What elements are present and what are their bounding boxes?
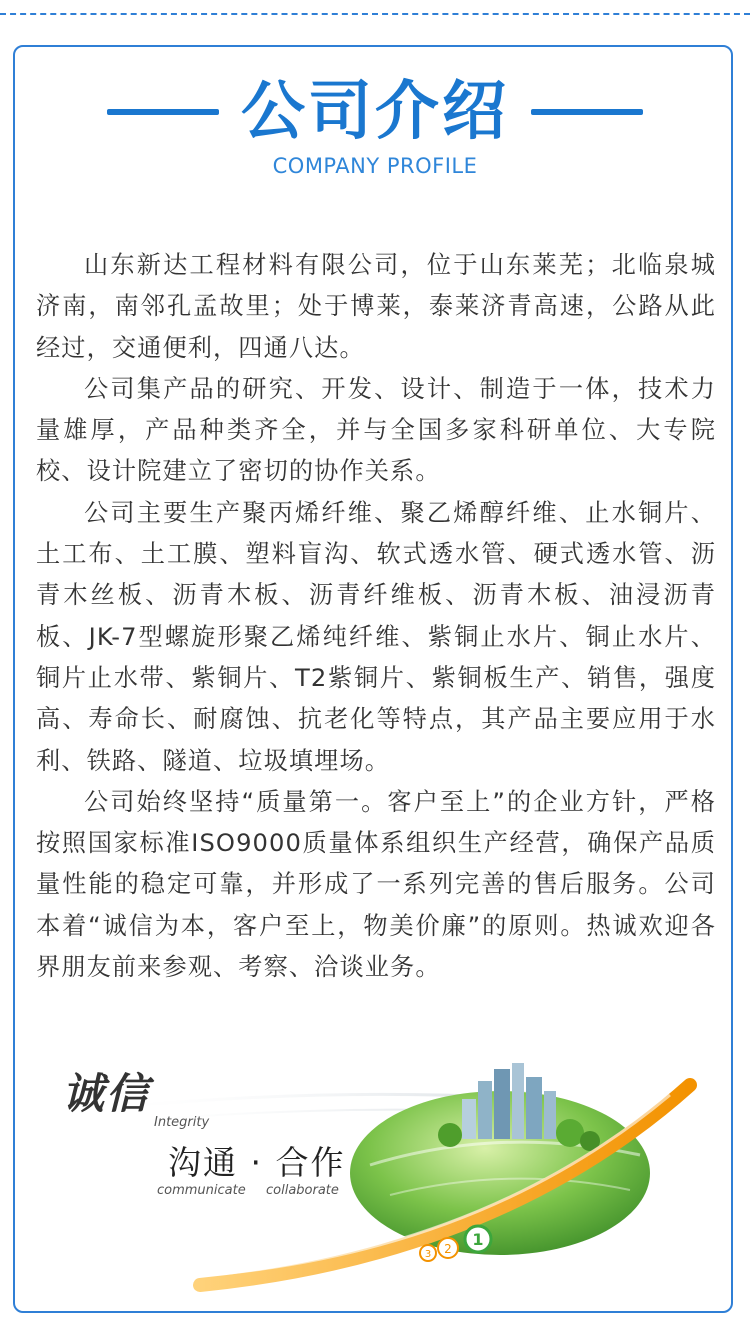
paragraph-rnd: 公司集产品的研究、开发、设计、制造于一体，技术力量雄厚，产品种类齐全，并与全国多家科研单位、大专院校、设计院建立了密切的协作关系。 <box>36 374 716 486</box>
slogan-communicate-collaborate: 沟通 · 合作 <box>168 1143 346 1182</box>
profile-text <box>36 245 716 988</box>
top-dashed-divider <box>0 13 750 15</box>
title-left-rule <box>107 109 219 115</box>
step-2-label: 2 <box>444 1242 452 1256</box>
title-row <box>0 72 750 152</box>
paragraph-location: 山东新达工程材料有限公司，位于山东莱芜；北临泉城济南，南邻孔孟故里；处于博莱，泰莱济青高速，公路从此经过，交通便利，四通八达。 <box>36 251 716 362</box>
step-1-label: 1 <box>472 1230 484 1249</box>
slogan-integrity: 诚信 <box>62 1069 151 1118</box>
paragraph-products: 公司主要生产聚丙烯纤维、聚乙烯醇纤维、止水铜片、土工布、土工膜、塑料盲沟、软式透水管、硬式透水管、沥青木丝板、沥青木板、沥青纤维板、沥青木板、油浸沥青板、JK-7型螺旋形聚乙烯纯纤维、紫铜止水片、铜止水片、铜片止水带、紫铜片、T2紫铜片、紫铜板生产、销售，强度高、寿命长、耐腐蚀、抗老化等特点，其产品主要应用于水利、铁路、隧道、垃圾填埋场。 <box>36 498 716 775</box>
paragraph-quality: 公司始终坚持“质量第一。客户至上”的企业方针，严格按照国家标准ISO9000质量体系组织生产经营，确保产品质量性能的稳定可靠，并形成了一系列完善的售后服务。公司本着“诚信为本，客户至上，物美价廉”的原则。热诚欢迎各界朋友前来参观、考察、洽谈业务。 <box>36 787 716 982</box>
page-title: 公司介绍 <box>241 75 509 149</box>
step-3-label: 3 <box>424 1249 432 1260</box>
slogan-collaborate-en: collaborate <box>266 1183 339 1198</box>
page-subtitle: COMPANY PROFILE <box>272 154 478 178</box>
slogan-communicate-en: communicate <box>157 1183 246 1198</box>
slogan-integrity-en: Integrity <box>154 1115 210 1130</box>
title-right-rule <box>531 109 643 115</box>
slogan-banner <box>30 1055 720 1295</box>
